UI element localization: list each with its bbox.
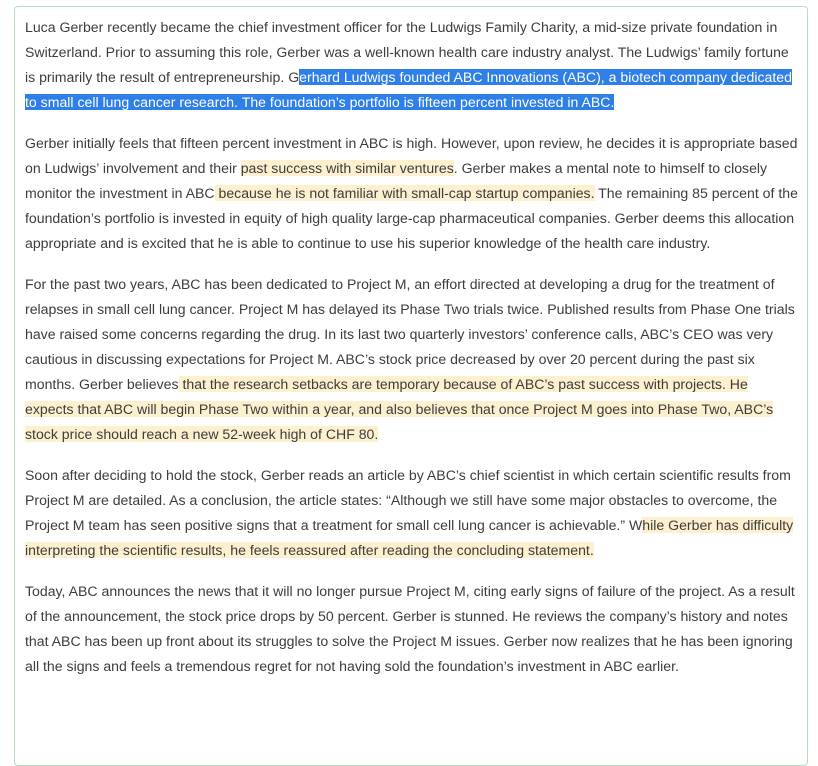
paragraph-5 (25, 579, 799, 679)
highlighted-text[interactable]: past success with similar ventures (240, 160, 454, 176)
text-span: Gerber initially feels that fifteen percent investment in ABC is high. However, upon review, he decides it is appropriate based on Ludwigs’ involvement and their (25, 135, 798, 176)
text-span: For the past two years, ABC has been dedicated to Project M, an effort directed at developing a drug for the treatment of relapses in small cell lung cancer. Project M has delayed its Phase Two trials twice. Published results from Phase One trials have raised some concerns regarding the drug. In its last two quarterly investors’ conference calls, ABC’s CEO was very cautious in discussing expectations for Project M. ABC’s stock price decreased by over 20 percent during the past six months. Gerber believes (25, 276, 795, 392)
passage-card (14, 6, 808, 766)
highlighted-text[interactable]: hile Gerber has difficulty interpreting the scientific results, he feels reassured after reading the concluding statement. (25, 517, 794, 558)
paragraph-4 (25, 463, 799, 563)
highlighted-text[interactable]: that the research setbacks are temporary because of ABC’s past success with projects. He expects that ABC will begin Phase Two within a year, and also believes that once Project M goes into Phase Two, ABC’s stock price should reach a new 52-week high of CHF 80. (25, 376, 774, 442)
text-span: . Gerber makes a mental note to himself to closely monitor the investment in ABC (25, 160, 768, 201)
text-span: Soon after deciding to hold the stock, Gerber reads an article by ABC’s chief scientist in which certain scientific results from Project M are detailed. As a conclusion, the article states: “Although we still have some major obstacles to overcome, the Project M team has seen positive signs that a treatment for small cell lung cancer is achievable.” W (25, 467, 791, 533)
paragraph-1 (25, 15, 799, 115)
text-span: Luca Gerber recently became the chief investment officer for the Ludwigs Family Charity, a mid-size private foundation in Switzerland. Prior to assuming this role, Gerber was a well-known health care industry analyst. The Ludwigs’ family fortune is primarily the result of entrepreneurship. G (25, 19, 789, 85)
passage-text (25, 15, 799, 695)
text-span: The remaining 85 percent of the foundation’s portfolio is invested in equity of high quality large-cap pharmaceutical companies. Gerber deems this allocation appropriate and is excited that he is able to continue to use his superior knowledge of the health care industry. (25, 185, 798, 251)
text-span: Today, ABC announces the news that it will no longer pursue Project M, citing early signs of failure of the project. As a result of the announcement, the stock price drops by 50 percent. Gerber is stunned. He reviews the company’s history and notes that ABC has been up front about its struggles to solve the Project M issues. Gerber now realizes that he has been ignoring all the signs and feels a tremendous regret for not having sold the foundation’s investment in ABC earlier. (25, 583, 795, 674)
selected-text[interactable]: erhard Ludwigs founded ABC Innovations (ABC), a biotech company dedicated to small cell lung cancer research. The foundation’s portfolio is fifteen percent invested in ABC. (25, 69, 792, 110)
paragraph-3 (25, 272, 799, 447)
paragraph-2 (25, 131, 799, 256)
highlighted-text[interactable]: because he is not familiar with small-cap startup companies. (214, 185, 595, 201)
